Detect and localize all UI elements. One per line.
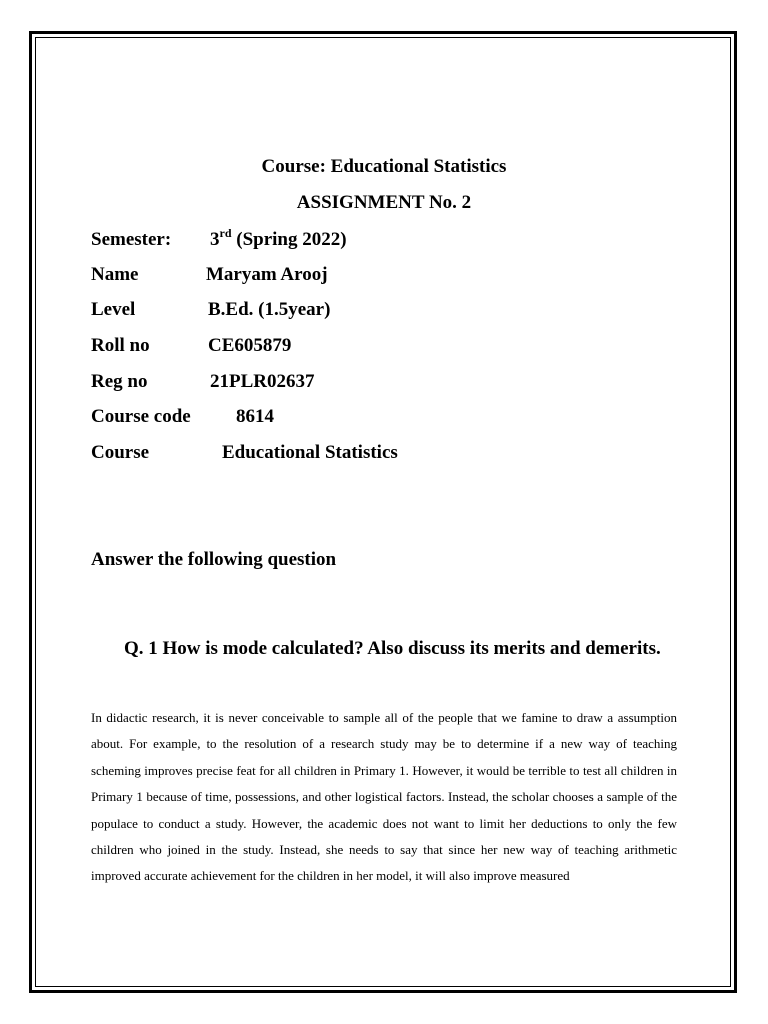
semester-ordinal-suffix: rd xyxy=(219,225,232,240)
name-label: Name xyxy=(91,264,139,285)
level-label: Level xyxy=(91,299,136,320)
semester-value xyxy=(210,227,347,253)
reg-no-value: 21PLR02637 xyxy=(210,371,315,392)
course-label: Course xyxy=(91,442,150,463)
roll-no-value: CE605879 xyxy=(208,335,292,356)
instruction-text: Answer the following question xyxy=(91,549,337,570)
course-value: Educational Statistics xyxy=(222,442,398,463)
course-code-value: 8614 xyxy=(236,406,274,427)
body-paragraph: In didactic research, it is never conceivable to sample all of the people that we famine to draw a assumption about. For example, to the resolution of a research study may be to determine if a new way of teaching scheming improves precise feat for all children in Primary 1. However, it would be terrible to test all children in Primary 1 because of time, possessions, and other logistical factors. Instead, the scholar chooses a sample of the populace to conduct a study. However, the academic does not want to limit her deductions to only the few children who joined in the study. Instead, she needs to say that since her new way of teaching arithmetic improved accurate achievement for the children in her model, it will also improve measured xyxy=(91,710,677,884)
semester-number: 3 xyxy=(210,229,220,250)
level-value: B.Ed. (1.5year) xyxy=(208,299,331,320)
semester-label: Semester: xyxy=(91,229,172,250)
course-heading: Course: Educational Statistics xyxy=(261,156,507,177)
reg-no-label: Reg no xyxy=(91,371,148,392)
question-heading: Q. 1 How is mode calculated? Also discuss its merits and demerits. xyxy=(124,638,661,659)
roll-no-label: Roll no xyxy=(91,335,150,356)
course-code-label: Course code xyxy=(91,406,191,427)
name-value: Maryam Arooj xyxy=(206,264,328,285)
assignment-heading: ASSIGNMENT No. 2 xyxy=(296,192,472,213)
semester-term: (Spring 2022) xyxy=(231,229,347,250)
